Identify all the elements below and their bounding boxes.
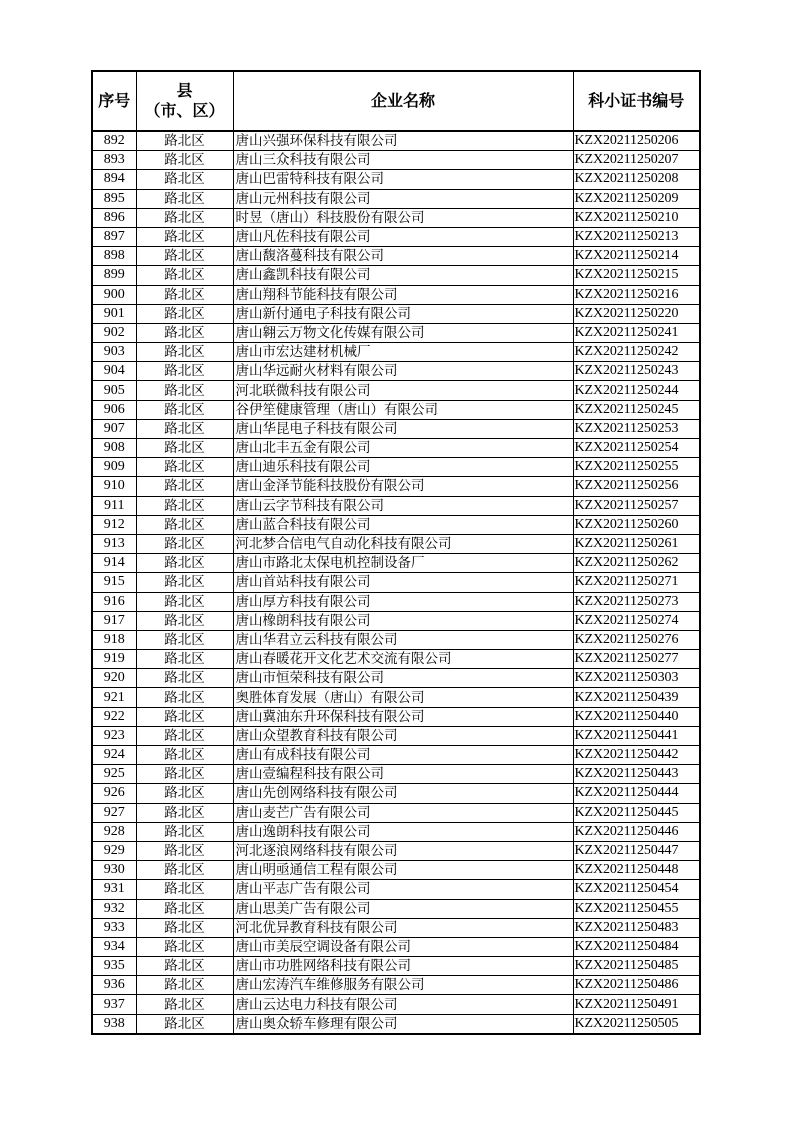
cell-seq: 913 [92,534,136,553]
table-row [92,746,700,765]
cell-district: 路北区 [136,899,233,918]
table-row [92,189,700,208]
cell-company: 唐山北丰五金有限公司 [233,439,573,458]
cell-district: 路北区 [136,937,233,956]
cell-seq: 937 [92,995,136,1014]
cell-district: 路北区 [136,784,233,803]
cell-seq: 916 [92,592,136,611]
cell-company: 唐山有成科技有限公司 [233,746,573,765]
cell-cert: KZX20211250220 [573,304,700,323]
cell-seq: 931 [92,880,136,899]
table-row [92,381,700,400]
cell-cert: KZX20211250208 [573,170,700,189]
cell-seq: 923 [92,726,136,745]
cell-cert: KZX20211250213 [573,227,700,246]
cell-district: 路北区 [136,400,233,419]
cell-district: 路北区 [136,611,233,630]
cell-cert: KZX20211250241 [573,323,700,342]
enterprise-list-table [91,70,701,1035]
table-row [92,170,700,189]
cell-cert: KZX20211250214 [573,247,700,266]
cell-cert: KZX20211250484 [573,937,700,956]
cell-district: 路北区 [136,247,233,266]
cell-cert: KZX20211250274 [573,611,700,630]
cell-cert: KZX20211250442 [573,746,700,765]
cell-company: 唐山华远耐火材料有限公司 [233,362,573,381]
cell-company: 唐山云达电力科技有限公司 [233,995,573,1014]
cell-district: 路北区 [136,669,233,688]
cell-company: 唐山新付通电子科技有限公司 [233,304,573,323]
cell-company: 河北梦合信电气自动化科技有限公司 [233,534,573,553]
cell-company: 唐山华昆电子科技有限公司 [233,419,573,438]
cell-company: 唐山市恒荣科技有限公司 [233,669,573,688]
cell-seq: 899 [92,266,136,285]
cell-company: 唐山春暖花开文化艺术交流有限公司 [233,650,573,669]
cell-cert: KZX20211250243 [573,362,700,381]
cell-seq: 894 [92,170,136,189]
cell-cert: KZX20211250276 [573,630,700,649]
cell-seq: 900 [92,285,136,304]
cell-seq: 938 [92,1014,136,1034]
cell-cert: KZX20211250486 [573,976,700,995]
cell-district: 路北区 [136,477,233,496]
cell-company: 唐山壹编程科技有限公司 [233,765,573,784]
cell-seq: 922 [92,707,136,726]
cell-seq: 898 [92,247,136,266]
table-row [92,496,700,515]
table-row [92,630,700,649]
cell-cert: KZX20211250444 [573,784,700,803]
table-row [92,918,700,937]
cell-district: 路北区 [136,841,233,860]
cell-seq: 920 [92,669,136,688]
cell-district: 路北区 [136,151,233,170]
cell-district: 路北区 [136,957,233,976]
cell-company: 唐山麦芒广告有限公司 [233,803,573,822]
cell-seq: 905 [92,381,136,400]
cell-cert: KZX20211250448 [573,861,700,880]
table-row [92,477,700,496]
cell-company: 唐山金泽节能科技股份有限公司 [233,477,573,496]
header-company: 企业名称 [233,71,573,131]
cell-seq: 908 [92,439,136,458]
cell-company: 唐山平志广告有限公司 [233,880,573,899]
cell-district: 路北区 [136,630,233,649]
cell-district: 路北区 [136,131,233,151]
cell-cert: KZX20211250262 [573,554,700,573]
table-row [92,323,700,342]
cell-district: 路北区 [136,515,233,534]
cell-cert: KZX20211250303 [573,669,700,688]
cell-district: 路北区 [136,746,233,765]
cell-seq: 927 [92,803,136,822]
table-row [92,208,700,227]
cell-company: 河北逐浪网络科技有限公司 [233,841,573,860]
table-row [92,554,700,573]
table-row [92,976,700,995]
table-row [92,419,700,438]
cell-cert: KZX20211250261 [573,534,700,553]
cell-cert: KZX20211250215 [573,266,700,285]
cell-cert: KZX20211250277 [573,650,700,669]
cell-cert: KZX20211250273 [573,592,700,611]
cell-district: 路北区 [136,976,233,995]
cell-company: 唐山市功胜网络科技有限公司 [233,957,573,976]
table-row [92,784,700,803]
cell-district: 路北区 [136,362,233,381]
cell-seq: 917 [92,611,136,630]
cell-district: 路北区 [136,861,233,880]
cell-district: 路北区 [136,323,233,342]
cell-district: 路北区 [136,419,233,438]
cell-seq: 892 [92,131,136,151]
table-row [92,534,700,553]
cell-seq: 918 [92,630,136,649]
cell-company: 唐山市宏达建材机械厂 [233,343,573,362]
cell-cert: KZX20211250483 [573,918,700,937]
cell-seq: 915 [92,573,136,592]
cell-district: 路北区 [136,822,233,841]
cell-company: 唐山云字节科技有限公司 [233,496,573,515]
table-row [92,880,700,899]
cell-seq: 936 [92,976,136,995]
table-row [92,707,700,726]
cell-district: 路北区 [136,573,233,592]
cell-cert: KZX20211250260 [573,515,700,534]
table-row [92,592,700,611]
cell-cert: KZX20211250446 [573,822,700,841]
cell-company: 唐山巴雷特科技有限公司 [233,170,573,189]
cell-seq: 921 [92,688,136,707]
cell-district: 路北区 [136,534,233,553]
cell-company: 河北优异教育科技有限公司 [233,918,573,937]
cell-company: 唐山翔科节能科技有限公司 [233,285,573,304]
cell-district: 路北区 [136,381,233,400]
cell-district: 路北区 [136,688,233,707]
cell-district: 路北区 [136,496,233,515]
cell-cert: KZX20211250441 [573,726,700,745]
cell-cert: KZX20211250255 [573,458,700,477]
cell-seq: 933 [92,918,136,937]
cell-district: 路北区 [136,208,233,227]
cell-district: 路北区 [136,765,233,784]
cell-district: 路北区 [136,266,233,285]
cell-district: 路北区 [136,439,233,458]
cell-seq: 906 [92,400,136,419]
cell-company: 唐山三众科技有限公司 [233,151,573,170]
cell-seq: 895 [92,189,136,208]
table-row [92,515,700,534]
table-row [92,688,700,707]
cell-seq: 907 [92,419,136,438]
cell-company: 唐山逸朗科技有限公司 [233,822,573,841]
cell-cert: KZX20211250216 [573,285,700,304]
cell-company: 时昱（唐山）科技股份有限公司 [233,208,573,227]
table-row [92,995,700,1014]
cell-company: 奥胜体育发展（唐山）有限公司 [233,688,573,707]
cell-cert: KZX20211250271 [573,573,700,592]
table-row [92,899,700,918]
cell-company: 唐山馥洛蔓科技有限公司 [233,247,573,266]
cell-cert: KZX20211250253 [573,419,700,438]
table-header [92,71,700,131]
cell-cert: KZX20211250206 [573,131,700,151]
cell-seq: 928 [92,822,136,841]
cell-company: 唐山宏涛汽车维修服务有限公司 [233,976,573,995]
header-seq: 序号 [92,71,136,131]
cell-district: 路北区 [136,458,233,477]
cell-company: 唐山思美广告有限公司 [233,899,573,918]
cell-district: 路北区 [136,650,233,669]
table-row [92,131,700,151]
table-row [92,227,700,246]
cell-cert: KZX20211250245 [573,400,700,419]
table-row [92,304,700,323]
cell-company: 唐山华君立云科技有限公司 [233,630,573,649]
table-row [92,573,700,592]
cell-cert: KZX20211250443 [573,765,700,784]
cell-seq: 902 [92,323,136,342]
cell-seq: 930 [92,861,136,880]
cell-cert: KZX20211250209 [573,189,700,208]
cell-seq: 929 [92,841,136,860]
cell-cert: KZX20211250244 [573,381,700,400]
cell-seq: 926 [92,784,136,803]
cell-company: 唐山翱云万物文化传媒有限公司 [233,323,573,342]
cell-company: 唐山蓝合科技有限公司 [233,515,573,534]
table-body [92,131,700,1034]
table-row [92,803,700,822]
cell-company: 河北联微科技有限公司 [233,381,573,400]
cell-seq: 901 [92,304,136,323]
cell-cert: KZX20211250207 [573,151,700,170]
cell-cert: KZX20211250440 [573,707,700,726]
cell-seq: 919 [92,650,136,669]
cell-company: 唐山市路北太保电机控制设备厂 [233,554,573,573]
cell-district: 路北区 [136,343,233,362]
cell-seq: 914 [92,554,136,573]
cell-seq: 910 [92,477,136,496]
table-row [92,285,700,304]
cell-company: 唐山众望教育科技有限公司 [233,726,573,745]
header-district-line2: （市、区） [144,101,225,120]
cell-cert: KZX20211250445 [573,803,700,822]
cell-seq: 911 [92,496,136,515]
cell-company: 唐山迪乐科技有限公司 [233,458,573,477]
cell-seq: 897 [92,227,136,246]
cell-company: 唐山市美辰空调设备有限公司 [233,937,573,956]
cell-district: 路北区 [136,995,233,1014]
cell-cert: KZX20211250257 [573,496,700,515]
table-row [92,841,700,860]
table-row [92,726,700,745]
table-row [92,822,700,841]
cell-company: 谷伊笙健康管理（唐山）有限公司 [233,400,573,419]
cell-district: 路北区 [136,918,233,937]
cell-company: 唐山元州科技有限公司 [233,189,573,208]
cell-district: 路北区 [136,1014,233,1034]
cell-company: 唐山兴强环保科技有限公司 [233,131,573,151]
cell-district: 路北区 [136,592,233,611]
cell-seq: 924 [92,746,136,765]
table-row [92,266,700,285]
cell-company: 唐山橡朗科技有限公司 [233,611,573,630]
cell-cert: KZX20211250242 [573,343,700,362]
cell-company: 唐山凡佐科技有限公司 [233,227,573,246]
cell-cert: KZX20211250256 [573,477,700,496]
cell-company: 唐山首站科技有限公司 [233,573,573,592]
cell-district: 路北区 [136,170,233,189]
table-row [92,765,700,784]
cell-seq: 903 [92,343,136,362]
table-row [92,362,700,381]
cell-district: 路北区 [136,189,233,208]
cell-company: 唐山厚方科技有限公司 [233,592,573,611]
cell-cert: KZX20211250491 [573,995,700,1014]
cell-seq: 934 [92,937,136,956]
cell-seq: 925 [92,765,136,784]
cell-seq: 893 [92,151,136,170]
cell-cert: KZX20211250210 [573,208,700,227]
header-cert: 科小证书编号 [573,71,700,131]
table-row [92,151,700,170]
cell-cert: KZX20211250454 [573,880,700,899]
cell-cert: KZX20211250447 [573,841,700,860]
cell-district: 路北区 [136,285,233,304]
cell-seq: 912 [92,515,136,534]
cell-company: 唐山冀油东升环保科技有限公司 [233,707,573,726]
cell-district: 路北区 [136,726,233,745]
table-row [92,458,700,477]
table-row [92,400,700,419]
cell-district: 路北区 [136,803,233,822]
cell-cert: KZX20211250439 [573,688,700,707]
table-row [92,937,700,956]
cell-district: 路北区 [136,227,233,246]
table-row [92,611,700,630]
cell-company: 唐山先创网络科技有限公司 [233,784,573,803]
header-row [92,71,700,131]
cell-seq: 932 [92,899,136,918]
cell-company: 唐山奥众轿车修理有限公司 [233,1014,573,1034]
cell-district: 路北区 [136,707,233,726]
cell-district: 路北区 [136,554,233,573]
table-row [92,1014,700,1034]
cell-seq: 909 [92,458,136,477]
table-row [92,669,700,688]
table-row [92,439,700,458]
table-row [92,650,700,669]
cell-company: 唐山鑫凯科技有限公司 [233,266,573,285]
cell-district: 路北区 [136,880,233,899]
header-district-line1: 县 [176,81,193,100]
table-row [92,343,700,362]
cell-cert: KZX20211250505 [573,1014,700,1034]
table-row [92,957,700,976]
table-row [92,247,700,266]
cell-cert: KZX20211250254 [573,439,700,458]
cell-seq: 904 [92,362,136,381]
cell-cert: KZX20211250455 [573,899,700,918]
cell-cert: KZX20211250485 [573,957,700,976]
cell-seq: 935 [92,957,136,976]
cell-seq: 896 [92,208,136,227]
header-district [136,71,233,131]
cell-company: 唐山明亟通信工程有限公司 [233,861,573,880]
cell-district: 路北区 [136,304,233,323]
table-row [92,861,700,880]
